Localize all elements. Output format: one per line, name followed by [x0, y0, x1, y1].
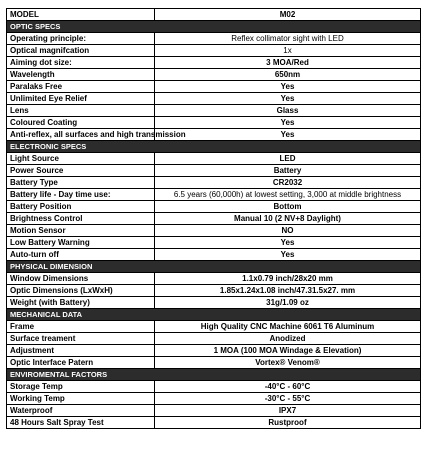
spec-row [7, 213, 421, 225]
section-header-enviromental-factors [7, 369, 421, 381]
spec-label: Auto-turn off [7, 249, 155, 261]
section-title: ENVIROMENTAL FACTORS [7, 369, 421, 381]
spec-value: Yes [155, 249, 421, 261]
spec-value: High Quality CNC Machine 6061 T6 Aluminum [155, 321, 421, 333]
spec-label: Waterproof [7, 405, 155, 417]
spec-label: Surface treament [7, 333, 155, 345]
spec-row [7, 129, 421, 141]
spec-row [7, 393, 421, 405]
spec-row [7, 273, 421, 285]
spec-row [7, 321, 421, 333]
section-header-optic-specs [7, 21, 421, 33]
spec-row [7, 81, 421, 93]
spec-label: Motion Sensor [7, 225, 155, 237]
section-header-mechanical-data [7, 309, 421, 321]
spec-label: Coloured Coating [7, 117, 155, 129]
spec-value: 6.5 years (60,000h) at lowest setting, 3,000 at middle brightness [155, 189, 421, 201]
spec-value: Battery [155, 165, 421, 177]
spec-row [7, 249, 421, 261]
model-label: MODEL [7, 9, 155, 21]
spec-label: Window Dimensions [7, 273, 155, 285]
spec-label: Low Battery Warning [7, 237, 155, 249]
spec-value: Anodized [155, 333, 421, 345]
spec-label: Brightness Control [7, 213, 155, 225]
section-title: OPTIC SPECS [7, 21, 421, 33]
spec-value: Yes [155, 93, 421, 105]
spec-row [7, 417, 421, 429]
spec-value: Yes [155, 81, 421, 93]
spec-row [7, 237, 421, 249]
spec-row [7, 69, 421, 81]
spec-row [7, 117, 421, 129]
spec-label: Unlimited Eye Relief [7, 93, 155, 105]
section-title: ELECTRONIC SPECS [7, 141, 421, 153]
section-title: PHYSICAL DIMENSION [7, 261, 421, 273]
spec-row [7, 165, 421, 177]
spec-row [7, 201, 421, 213]
spec-value: CR2032 [155, 177, 421, 189]
spec-value: Manual 10 (2 NV+8 Daylight) [155, 213, 421, 225]
model-value: M02 [155, 9, 421, 21]
spec-value: 1x [155, 45, 421, 57]
spec-row [7, 333, 421, 345]
spec-value: Bottom [155, 201, 421, 213]
spec-value: -30°C - 55°C [155, 393, 421, 405]
spec-value: 1 MOA (100 MOA Windage & Elevation) [155, 345, 421, 357]
spec-value: Vortex® Venom® [155, 357, 421, 369]
section-title: MECHANICAL DATA [7, 309, 421, 321]
spec-label: Adjustment [7, 345, 155, 357]
spec-value: IPX7 [155, 405, 421, 417]
spec-label: Aiming dot size: [7, 57, 155, 69]
spec-label: Working Temp [7, 393, 155, 405]
spec-value: Yes [155, 129, 421, 141]
spec-value: Rustproof [155, 417, 421, 429]
spec-value: Yes [155, 237, 421, 249]
spec-label: Operating principle: [7, 33, 155, 45]
spec-value: 1.85x1.24x1.08 inch/47.31.5x27. mm [155, 285, 421, 297]
spec-label: Battery Position [7, 201, 155, 213]
spec-row [7, 93, 421, 105]
spec-row [7, 57, 421, 69]
spec-label: Paralaks Free [7, 81, 155, 93]
spec-label: Lens [7, 105, 155, 117]
spec-table [6, 8, 421, 429]
spec-label: Optic Dimensions (LxWxH) [7, 285, 155, 297]
section-header-electronic-specs [7, 141, 421, 153]
spec-label: Optical magnifcation [7, 45, 155, 57]
spec-row [7, 153, 421, 165]
spec-row [7, 105, 421, 117]
spec-row [7, 225, 421, 237]
spec-label: Battery Type [7, 177, 155, 189]
spec-table-body [7, 9, 421, 429]
spec-row [7, 345, 421, 357]
section-header-physical-dimension [7, 261, 421, 273]
spec-value: NO [155, 225, 421, 237]
spec-row [7, 297, 421, 309]
spec-value: Reflex collimator sight with LED [155, 33, 421, 45]
spec-value: Yes [155, 117, 421, 129]
spec-row [7, 357, 421, 369]
spec-row [7, 45, 421, 57]
spec-label: Wavelength [7, 69, 155, 81]
spec-value: 650nm [155, 69, 421, 81]
spec-label: Battery life - Day time use: [7, 189, 155, 201]
spec-row [7, 177, 421, 189]
spec-value: 31g/1.09 oz [155, 297, 421, 309]
spec-value: -40°C - 60°C [155, 381, 421, 393]
spec-value: 1.1x0.79 inch/28x20 mm [155, 273, 421, 285]
spec-row [7, 405, 421, 417]
model-row [7, 9, 421, 21]
spec-value: 3 MOA/Red [155, 57, 421, 69]
spec-row [7, 189, 421, 201]
spec-label: Storage Temp [7, 381, 155, 393]
spec-label: Anti-reflex, all surfaces and high transmission [7, 129, 155, 141]
spec-label: Frame [7, 321, 155, 333]
spec-row [7, 381, 421, 393]
spec-row [7, 33, 421, 45]
spec-label: Power Source [7, 165, 155, 177]
spec-value: Glass [155, 105, 421, 117]
spec-label: Light Source [7, 153, 155, 165]
spec-label: Weight (with Battery) [7, 297, 155, 309]
spec-value: LED [155, 153, 421, 165]
spec-row [7, 285, 421, 297]
spec-label: Optic Interface Patern [7, 357, 155, 369]
spec-label: 48 Hours Salt Spray Test [7, 417, 155, 429]
